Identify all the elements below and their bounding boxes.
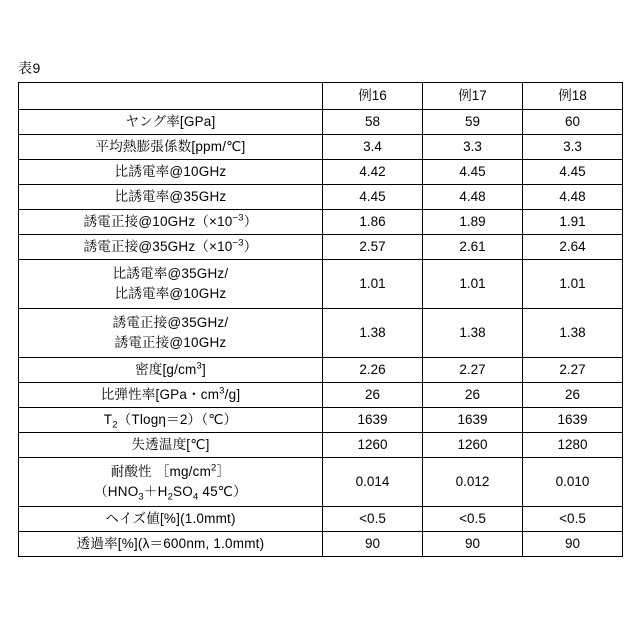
row-value: 1260 [323,433,423,458]
row-value: 4.48 [423,185,523,210]
row-value: 1.89 [423,210,523,235]
row-value: 4.45 [323,185,423,210]
row-label: ヘイズ値[%](1.0mmt) [19,507,323,532]
row-value: 90 [423,532,523,557]
table-body [19,110,623,557]
row-value: 1.38 [323,309,423,358]
row-label: 誘電正接$@35GHz(\times 10^{-3})$ [19,235,323,260]
row-value: 4.48 [523,185,623,210]
table-row [19,383,623,408]
row-label: 比誘電率@35GHz [19,185,323,210]
row-value: 1639 [323,408,423,433]
row-label: 密度$[g/cm^3]$ [19,358,323,383]
row-label: 透過率[%](λ＝600nm, 1.0mmt) [19,532,323,557]
row-value: 2.27 [523,358,623,383]
row-label: 比誘電率@10GHz [19,160,323,185]
row-value: 0.014 [323,458,423,507]
row-value: 0.010 [523,458,623,507]
row-value: 2.27 [423,358,523,383]
row-label: 失透温度[℃] [19,433,323,458]
properties-table [18,82,623,557]
table-row [19,458,623,507]
row-value: 4.45 [523,160,623,185]
table-row [19,185,623,210]
table-row [19,408,623,433]
row-value: 1.01 [423,260,523,309]
row-value: 1.38 [423,309,523,358]
table-row [19,160,623,185]
row-value: <0.5 [523,507,623,532]
row-value: 59 [423,110,523,135]
table-caption: 表9 [18,60,41,76]
row-label: 誘電正接@35GHz/ 誘電正接@10GHz [19,309,323,358]
column-header-1: 例16 [323,83,423,110]
table-row [19,210,623,235]
row-value: 1.91 [523,210,623,235]
table-row [19,110,623,135]
row-value: 58 [323,110,423,135]
row-value: 1.86 [323,210,423,235]
row-label: 平均熱膨張係数[ppm/℃] [19,135,323,160]
row-value: 3.3 [423,135,523,160]
table-header-row [19,83,623,110]
row-value: 3.4 [323,135,423,160]
row-value: 2.57 [323,235,423,260]
row-value: 1639 [423,408,523,433]
row-label: 比誘電率@35GHz/ 比誘電率@10GHz [19,260,323,309]
row-label: $T_2(Tlog\eta=2)(℃)$ [19,408,323,433]
row-value: 1.38 [523,309,623,358]
row-value: 2.64 [523,235,623,260]
table-row [19,358,623,383]
column-header-2: 例17 [423,83,523,110]
row-value: 4.42 [323,160,423,185]
row-value: 1280 [523,433,623,458]
row-value: 90 [323,532,423,557]
row-label: 誘電正接$@10GHz(\times 10^{-3})$ [19,210,323,235]
table-row [19,260,623,309]
table-row [19,532,623,557]
table-row [19,507,623,532]
row-label: 耐酸性 $[mg/cm^2]$ （$HNO_3+H_2SO_4$ 45℃） [19,458,323,507]
row-value: 1260 [423,433,523,458]
row-label: ヤング率[GPa] [19,110,323,135]
row-value: 26 [523,383,623,408]
row-value: 26 [423,383,523,408]
row-value: 1639 [523,408,623,433]
table-row [19,433,623,458]
table-row [19,235,623,260]
row-label: 比弾性率[GPa・$cm^3/g$] [19,383,323,408]
row-value: 1.01 [523,260,623,309]
table-row [19,135,623,160]
column-header-3: 例18 [523,83,623,110]
row-value: 2.26 [323,358,423,383]
table-row [19,309,623,358]
row-value: <0.5 [423,507,523,532]
row-value: 4.45 [423,160,523,185]
row-value: 90 [523,532,623,557]
row-value: 0.012 [423,458,523,507]
row-value: 3.3 [523,135,623,160]
row-value: 26 [323,383,423,408]
row-value: 60 [523,110,623,135]
table-corner-cell [19,83,323,110]
row-value: 1.01 [323,260,423,309]
row-value: <0.5 [323,507,423,532]
row-value: 2.61 [423,235,523,260]
